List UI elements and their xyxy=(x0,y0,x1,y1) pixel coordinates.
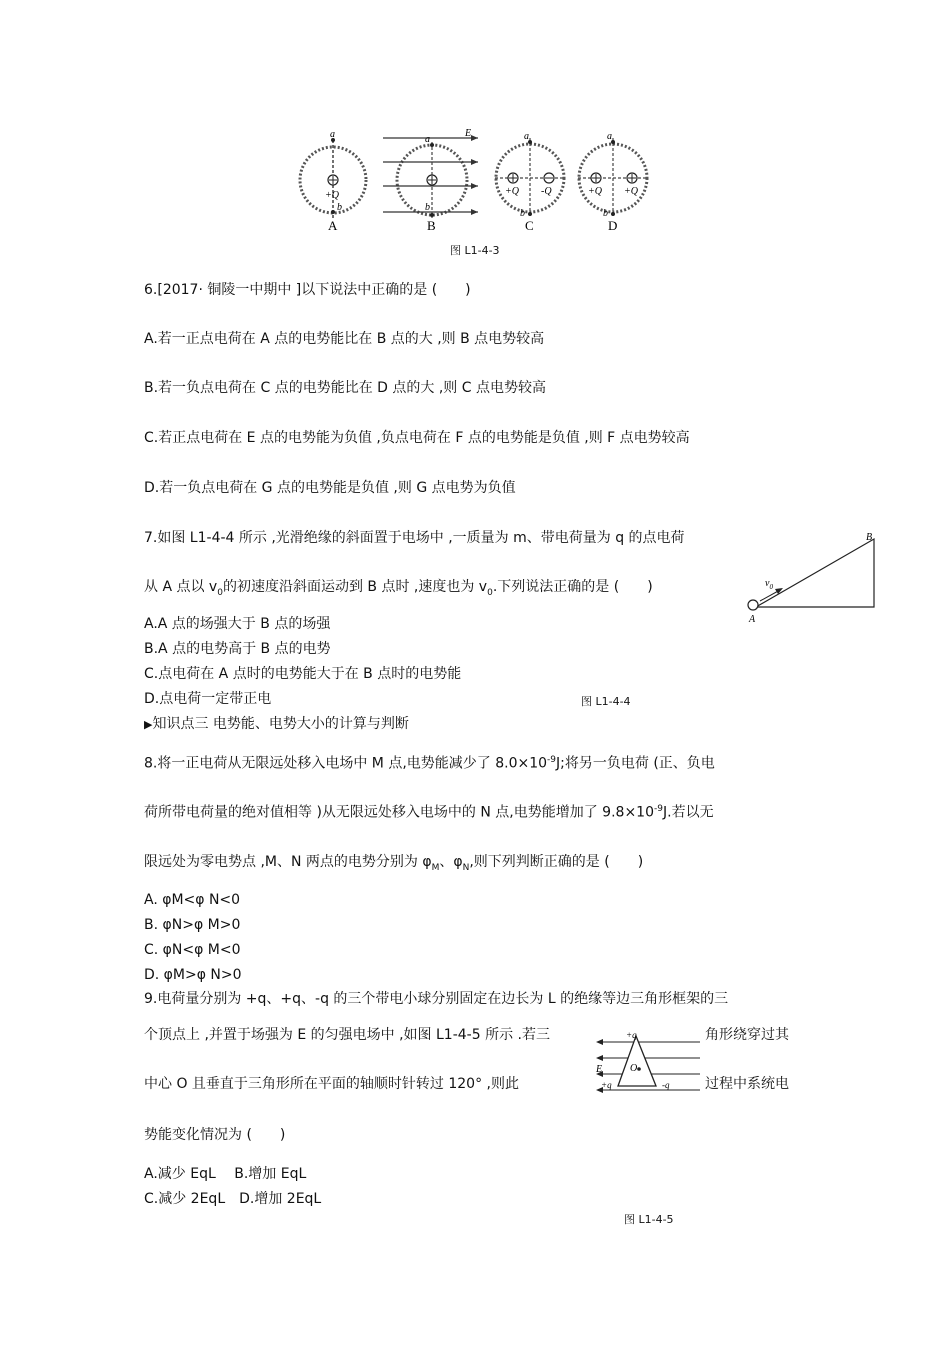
q7-option-d[interactable]: D.点电荷一定带正电 xyxy=(144,691,272,707)
fig5-label-center: O xyxy=(630,1063,638,1074)
section-header: ▶知识点三 电势能、电势大小的计算与判断 xyxy=(144,716,409,732)
panel-b-diagram xyxy=(383,128,478,233)
a-label-bottom: b xyxy=(337,202,342,213)
a-label-top: a xyxy=(330,129,335,140)
q8-option-b[interactable]: B. φN>φ M>0 xyxy=(144,917,241,933)
panel-d-diagram xyxy=(578,131,648,233)
q9-line3-right: 过程中系统电 xyxy=(705,1076,789,1092)
q9-line4: 势能变化情况为 ( ) xyxy=(144,1127,286,1143)
q9-options-row2[interactable]: C.减少 2EqL D.增加 2EqL xyxy=(144,1191,322,1207)
b-label-bottom: b xyxy=(425,202,430,213)
q9-line2-right: 角形绕穿过其 xyxy=(705,1027,789,1043)
fig5-label-right: -q xyxy=(662,1080,670,1090)
c-label-right: -Q xyxy=(541,186,552,197)
figure-l1-4-4 xyxy=(740,528,885,628)
figure-caption-l1-4-4: 图 L1-4-4 xyxy=(581,695,631,708)
q8-option-a[interactable]: A. φM<φ N<0 xyxy=(144,892,241,908)
fig5-label-e: E xyxy=(596,1064,603,1075)
panel-c-diagram xyxy=(495,131,565,233)
c-label-left: +Q xyxy=(505,186,519,197)
c-label-bottom: b xyxy=(520,208,525,219)
figure-caption-l1-4-3: 图 L1-4-3 xyxy=(450,244,500,257)
q6-option-c[interactable]: C.若正点电荷在 E 点的电势能为负值 ,负点电荷在 F 点的电势能是负值 ,则 F 点电势较高 xyxy=(144,430,690,446)
figure-l1-4-3 xyxy=(295,128,655,236)
q9-line3-left: 中心 O 且垂直于三角形所在平面的轴顺时针转过 120° ,则此 xyxy=(144,1076,519,1092)
panel-b-label: B xyxy=(427,218,436,233)
b-label-field: E xyxy=(465,128,472,139)
a-label-charge: +Q xyxy=(325,190,339,201)
q7-stem-line1: 7.如图 L1-4-4 所示 ,光滑绝缘的斜面置于电场中 ,一质量为 m、带电荷量为 q 的点电荷 xyxy=(144,530,685,546)
fig5-label-left: +q xyxy=(601,1080,612,1090)
q8-option-c[interactable]: C. φN<φ M<0 xyxy=(144,942,241,958)
q6-option-d[interactable]: D.若一负点电荷在 G 点的电势能是负值 ,则 G 点电势为负值 xyxy=(144,480,516,496)
c-label-top: a xyxy=(524,131,529,142)
panel-a-label: A xyxy=(328,218,338,233)
fig4-label-v: $v_0$ xyxy=(765,578,773,591)
q9-options-row1[interactable]: A.减少 EqL B.增加 EqL xyxy=(144,1166,307,1182)
fig4-label-a: A xyxy=(749,614,756,625)
figure-caption-l1-4-5: 图 L1-4-5 xyxy=(624,1213,674,1226)
q7-option-c[interactable]: C.点电荷在 A 点时的电势能大于在 B 点时的电势能 xyxy=(144,666,462,682)
q9-line2-left: 个顶点上 ,并置于场强为 E 的匀强电场中 ,如图 L1-4-5 所示 .若三 xyxy=(144,1027,550,1043)
b-label-top: a xyxy=(425,134,430,145)
d-label-left: +Q xyxy=(588,186,602,197)
fig4-label-b: B xyxy=(866,532,873,543)
fig5-label-top: +q xyxy=(626,1030,637,1040)
panel-c-label: C xyxy=(525,218,534,233)
d-label-right: +Q xyxy=(624,186,638,197)
q8-option-d[interactable]: D. φM>φ N>0 xyxy=(144,967,242,983)
figure-l1-4-5 xyxy=(592,1028,702,1098)
q9-line1: 9.电荷量分别为 +q、+q、-q 的三个带电小球分别固定在边长为 L 的绝缘等边三角形框架的三 xyxy=(144,991,729,1007)
q6-stem: 6.[2017· 铜陵一中期中 ]以下说法中正确的是 ( ) xyxy=(144,282,471,298)
section-marker-icon: ▶ xyxy=(144,718,153,731)
q8-line1: 8.将一正电荷从无限远处移入电场中 M 点,电势能减少了 $8.0\times 10^{-9}J$;将另一负电荷 (正、负电 xyxy=(144,755,715,772)
q7-option-b[interactable]: B.A 点的电势高于 B 点的电势 xyxy=(144,641,331,657)
d-label-bottom: b xyxy=(603,208,608,219)
q7-stem-line2: 从 A 点以 $v_0$的初速度沿斜面运动到 B 点时 ,速度也为 $v_0$.下列说法正确的是 ( ) xyxy=(144,579,653,598)
q7-option-a[interactable]: A.A 点的场强大于 B 点的场强 xyxy=(144,616,331,632)
q8-line2: 荷所带电荷量的绝对值相等 )从无限远处移入电场中的 N 点,电势能增加了 $9.8\times 10^{-9}J$.若以无 xyxy=(144,804,714,821)
panel-d-label: D xyxy=(608,218,618,233)
q6-option-a[interactable]: A.若一正点电荷在 A 点的电势能比在 B 点的大 ,则 B 点电势较高 xyxy=(144,331,545,347)
q8-line3: 限远处为零电势点 ,M、N 两点的电势分别为 $\varphi_M$、$\varphi_N$,则下列判断正确的是 ( ) xyxy=(144,854,644,873)
d-label-top: a xyxy=(607,131,612,142)
q6-option-b[interactable]: B.若一负点电荷在 C 点的电势能比在 D 点的大 ,则 C 点电势较高 xyxy=(144,380,546,396)
panel-a-diagram xyxy=(300,129,366,233)
